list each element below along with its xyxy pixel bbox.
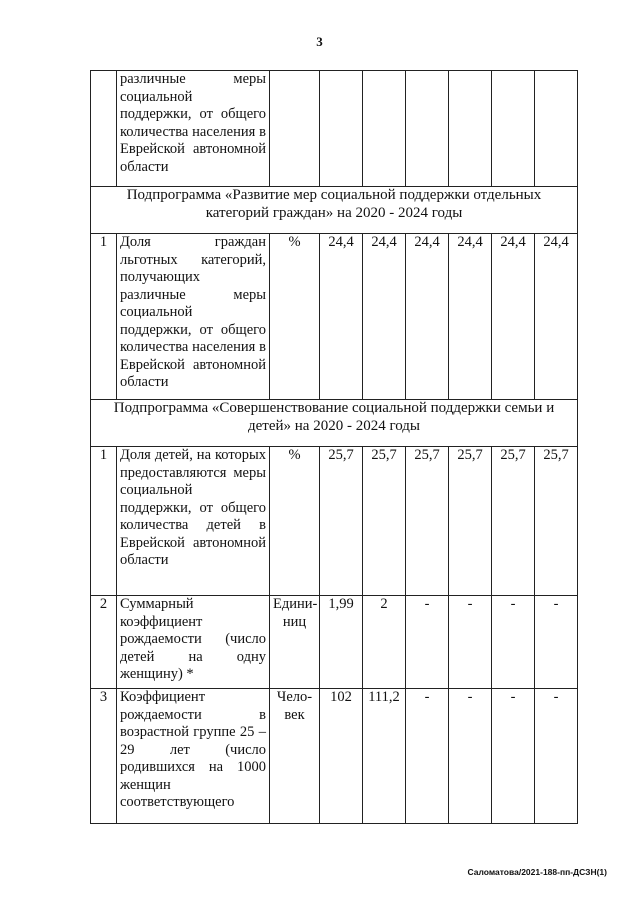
table-row xyxy=(91,596,578,689)
value-cell: 102 xyxy=(320,689,363,824)
unit-cell xyxy=(270,71,320,187)
value-cell: 25,7 xyxy=(492,447,535,596)
value-cell: 24,4 xyxy=(406,234,449,400)
unit-cell: Едини- ниц xyxy=(270,596,320,689)
unit-cell: % xyxy=(270,234,320,400)
value-cell xyxy=(492,71,535,187)
value-cell xyxy=(406,71,449,187)
value-cell: - xyxy=(535,689,578,824)
row-number-cell xyxy=(91,71,117,187)
document-footer-reference: Саломатова/2021-188-пп-ДСЗН(1) xyxy=(467,867,607,877)
value-cell: - xyxy=(406,596,449,689)
value-cell: - xyxy=(406,689,449,824)
value-cell: 25,7 xyxy=(406,447,449,596)
value-cell: - xyxy=(492,689,535,824)
value-cell: - xyxy=(492,596,535,689)
value-cell: 24,4 xyxy=(449,234,492,400)
row-number-cell: 1 xyxy=(91,447,117,596)
value-cell xyxy=(320,71,363,187)
table-row xyxy=(91,71,578,187)
indicator-name-cell: Доля детей, на которых предоставляются меры социальной поддержки, от общего количества детей в Еврейской автономной области xyxy=(117,447,270,596)
value-cell: 25,7 xyxy=(449,447,492,596)
subprogram-header-row xyxy=(91,400,578,447)
value-cell: 24,4 xyxy=(363,234,406,400)
value-cell xyxy=(363,71,406,187)
value-cell: - xyxy=(535,596,578,689)
value-cell: 25,7 xyxy=(363,447,406,596)
subprogram-title: Подпрограмма «Развитие мер социальной поддержки отдельных категорий граждан» на 2020 - 2024 годы xyxy=(91,187,578,234)
value-cell: 25,7 xyxy=(320,447,363,596)
value-cell: 25,7 xyxy=(535,447,578,596)
indicator-name-cell: Доля граждан льготных категорий, получающих различные меры социальной поддержки, от общего количества населения в Еврейской автономной области xyxy=(117,234,270,400)
value-cell: 24,4 xyxy=(320,234,363,400)
value-cell: 24,4 xyxy=(492,234,535,400)
subprogram-title: Подпрограмма «Совершенствование социальной поддержки семьи и детей» на 2020 - 2024 годы xyxy=(91,400,578,447)
indicator-name-cell: Суммарный коэффициент рождаемости (число детей на одну женщину) * xyxy=(117,596,270,689)
row-number-cell: 2 xyxy=(91,596,117,689)
table-row xyxy=(91,447,578,596)
row-number-cell: 1 xyxy=(91,234,117,400)
indicator-name-cell: различные меры социальной поддержки, от общего количества населения в Еврейской автономной области xyxy=(117,71,270,187)
row-number-cell: 3 xyxy=(91,689,117,824)
value-cell: 2 xyxy=(363,596,406,689)
value-cell: - xyxy=(449,689,492,824)
table-row xyxy=(91,234,578,400)
table-row xyxy=(91,689,578,824)
indicators-table xyxy=(90,70,578,824)
value-cell: 24,4 xyxy=(535,234,578,400)
page-number: 3 xyxy=(316,34,323,49)
unit-cell: % xyxy=(270,447,320,596)
indicator-name-cell: Коэффициент рождаемости в возрастной группе 25 – 29 лет (число родившихся на 1000 женщин соответствующего xyxy=(117,689,270,824)
value-cell xyxy=(449,71,492,187)
value-cell: - xyxy=(449,596,492,689)
unit-cell: Чело- век xyxy=(270,689,320,824)
value-cell: 1,99 xyxy=(320,596,363,689)
value-cell xyxy=(535,71,578,187)
subprogram-header-row xyxy=(91,187,578,234)
value-cell: 111,2 xyxy=(363,689,406,824)
